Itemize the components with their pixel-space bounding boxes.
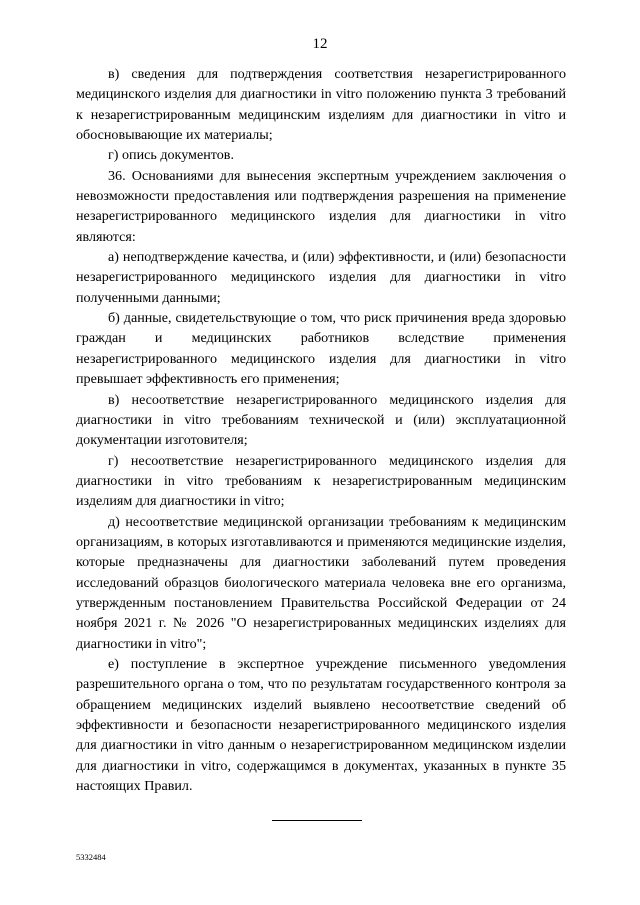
paragraph-g-2: г) несоответствие незарегистрированного медицинского изделия для диагностики in vitro требованиям к незарегистрированным медицинским изделиям для диагностики in vitro;: [76, 452, 566, 510]
paragraph-d: д) несоответствие медицинской организации требованиям к медицинским организациям, в которых изготавливаются и применяются медицинские изделия, которые предназначены для диагностики заболеваний путем проведения исследований образцов биологического материала человека вне его организма, утвержденным постановлением Правительства Российской Федерации от 24 ноября 2021 г. № 2026 "О незарегистрированных медицинских изделиях для диагностики in vitro";: [76, 513, 566, 652]
paragraph-g-1: г) опись документов.: [108, 147, 234, 164]
paragraph-b: б) данные, свидетельствующие о том, что риск причинения вреда здоровью граждан и медицинских работников вследствие применения незарегистрированного медицинского изделия для диагностики in vitro превышает эффективность его применения;: [76, 310, 566, 388]
paragraph-36: 36. Основаниями для вынесения экспертным учреждением заключения о невозможности предоставления или подтверждения разрешения на применение незарегистрированного медицинского изделия для диагностики in vitro являются:: [76, 167, 566, 245]
paragraph-e: е) поступление в экспертное учреждение письменного уведомления разрешительного органа о том, что по результатам государственного контроля за обращением медицинских изделий выявлено несоответствие сведений об эффективности и безопасности незарегистрированного медицинского изделия для диагностики in vitro данным о незарегистрированном медицинском изделии для диагностики in vitro, содержащимся в документах, указанных в пункте 35 настоящих Правил.: [76, 655, 566, 795]
document-body: [76, 64, 566, 796]
footer-divider: [272, 820, 362, 821]
paragraph-v-2: в) несоответствие незарегистрированного медицинского изделия для диагностики in vitro требованиям технической и (или) эксплуатационной документации изготовителя;: [76, 391, 566, 449]
paragraph-v-1: в) сведения для подтверждения соответствия незарегистрированного медицинского изделия для диагностики in vitro положению пункта 3 требований к незарегистрированным медицинским изделиям для диагностики in vitro и обосновывающие их материалы;: [76, 66, 566, 144]
document-code: 5332484: [76, 852, 106, 862]
page-number: 12: [312, 36, 328, 52]
paragraph-a: а) неподтверждение качества, и (или) эффективности, и (или) безопасности незарегистрированного медицинского изделия для диагностики in vitro полученными данными;: [76, 249, 566, 306]
